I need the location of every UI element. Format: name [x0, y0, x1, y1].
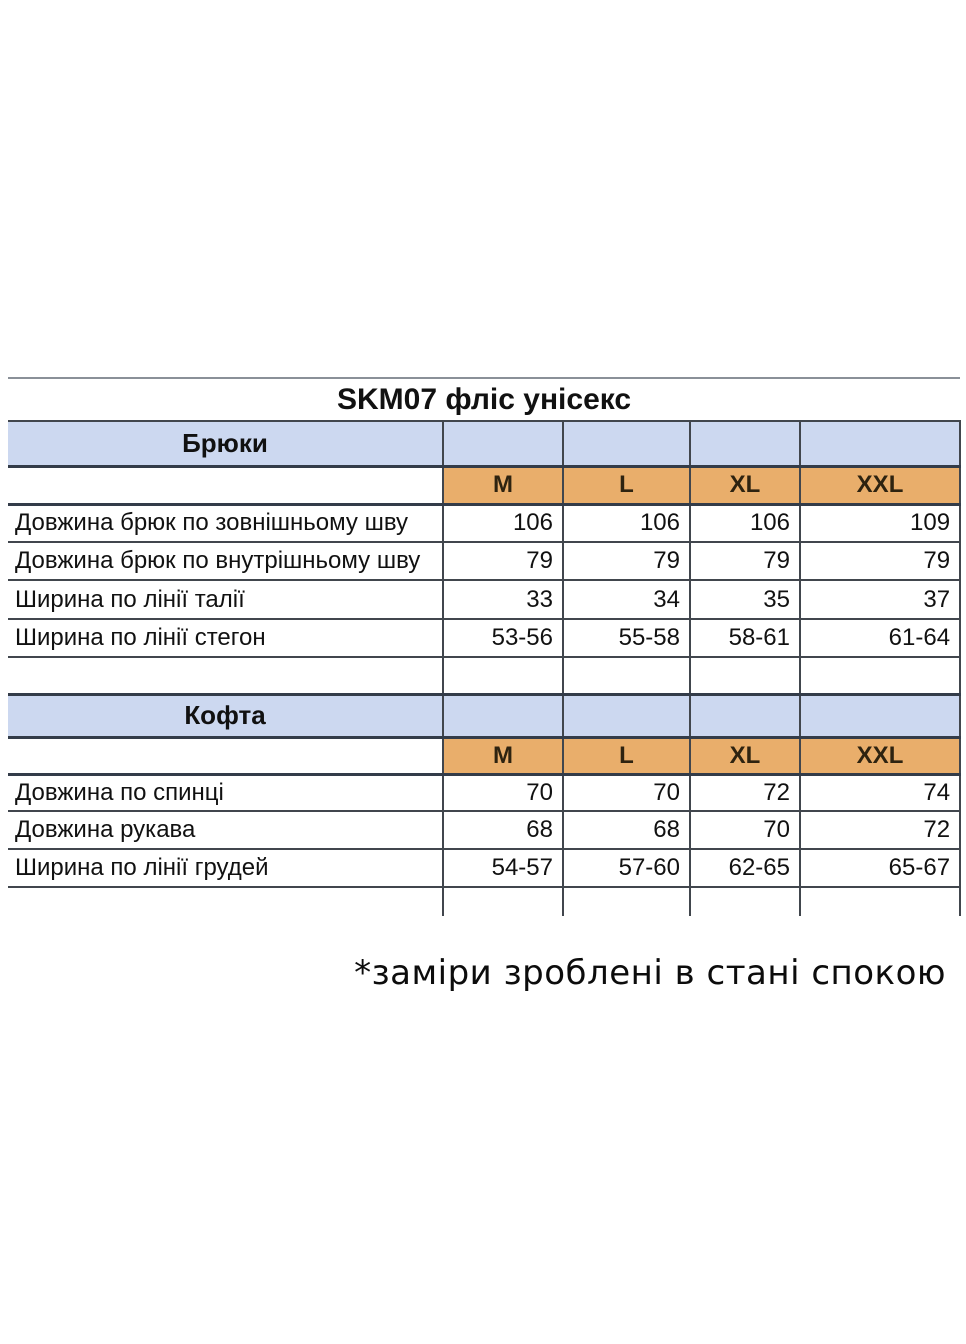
- measurement-value: 70: [563, 774, 690, 811]
- section-header-sweater: Кофта: [8, 694, 443, 737]
- stub-cell: [563, 887, 690, 916]
- size-header-m: M: [443, 466, 563, 504]
- size-header-xl: XL: [690, 737, 800, 774]
- section-header-filler-cell: [800, 694, 960, 737]
- stub-cell: [800, 887, 960, 916]
- size-header-spacer-cell: [8, 466, 443, 504]
- size-header-spacer-cell: [8, 737, 443, 774]
- size-header-l: L: [563, 737, 690, 774]
- section-header-filler-cell: [690, 421, 800, 466]
- spacer-cell: [800, 657, 960, 694]
- measurement-value: 72: [690, 774, 800, 811]
- measurement-value: 55-58: [563, 619, 690, 657]
- section-header-filler-cell: [690, 694, 800, 737]
- size-header-xxl: XXL: [800, 737, 960, 774]
- measurement-value: 72: [800, 811, 960, 849]
- measurement-value: 79: [563, 542, 690, 580]
- section-header-filler-cell: [563, 421, 690, 466]
- table-row: [8, 619, 960, 657]
- stub-cell: [8, 887, 443, 916]
- section-header-pants: Брюки: [8, 421, 443, 466]
- measurement-value: 70: [443, 774, 563, 811]
- measurement-value: 37: [800, 580, 960, 619]
- measurement-value: 35: [690, 580, 800, 619]
- spacer-cell: [563, 657, 690, 694]
- measurement-value: 34: [563, 580, 690, 619]
- measurement-value: 54-57: [443, 849, 563, 887]
- section-header-filler-cell: [443, 421, 563, 466]
- measurement-value: 106: [563, 504, 690, 542]
- measurement-value: 65-67: [800, 849, 960, 887]
- table-row: [8, 504, 960, 542]
- table-row: [8, 849, 960, 887]
- size-chart-table: [8, 377, 961, 916]
- size-header-l: L: [563, 466, 690, 504]
- section-header-filler-cell: [563, 694, 690, 737]
- spacer-row: [8, 657, 960, 694]
- table-row: [8, 811, 960, 849]
- stub-cell: [690, 887, 800, 916]
- measurement-label: Довжина по спинці: [8, 774, 443, 811]
- measurement-value: 106: [443, 504, 563, 542]
- measurement-value: 79: [443, 542, 563, 580]
- measurement-label: Довжина рукава: [8, 811, 443, 849]
- measurement-value: 68: [563, 811, 690, 849]
- measurement-label: Довжина брюк по внутрішньому шву: [8, 542, 443, 580]
- measurement-label: Ширина по лінії стегон: [8, 619, 443, 657]
- measurement-label: Ширина по лінії талії: [8, 580, 443, 619]
- measurement-value: 61-64: [800, 619, 960, 657]
- measurement-value: 57-60: [563, 849, 690, 887]
- section-header-filler-cell: [443, 694, 563, 737]
- measurement-label: Довжина брюк по зовнішньому шву: [8, 504, 443, 542]
- measurement-value: 58-61: [690, 619, 800, 657]
- measurement-value: 70: [690, 811, 800, 849]
- spacer-cell: [8, 657, 443, 694]
- table-row: [8, 542, 960, 580]
- size-header-m: M: [443, 737, 563, 774]
- size-header-xl: XL: [690, 466, 800, 504]
- table-row: [8, 774, 960, 811]
- measurement-value: 33: [443, 580, 563, 619]
- measurement-value: 79: [800, 542, 960, 580]
- table-row: [8, 580, 960, 619]
- stub-row: [8, 887, 960, 916]
- footnote: *заміри зроблені в стані спокою: [354, 953, 946, 993]
- measurement-value: 74: [800, 774, 960, 811]
- measurement-value: 68: [443, 811, 563, 849]
- stub-cell: [443, 887, 563, 916]
- measurement-value: 79: [690, 542, 800, 580]
- section-header-filler-cell: [800, 421, 960, 466]
- measurement-value: 53-56: [443, 619, 563, 657]
- measurement-value: 106: [690, 504, 800, 542]
- measurement-value: 109: [800, 504, 960, 542]
- size-header-xxl: XXL: [800, 466, 960, 504]
- table-title: SKM07 фліс унісекс: [8, 378, 960, 421]
- measurement-value: 62-65: [690, 849, 800, 887]
- spacer-cell: [690, 657, 800, 694]
- measurement-label: Ширина по лінії грудей: [8, 849, 443, 887]
- spacer-cell: [443, 657, 563, 694]
